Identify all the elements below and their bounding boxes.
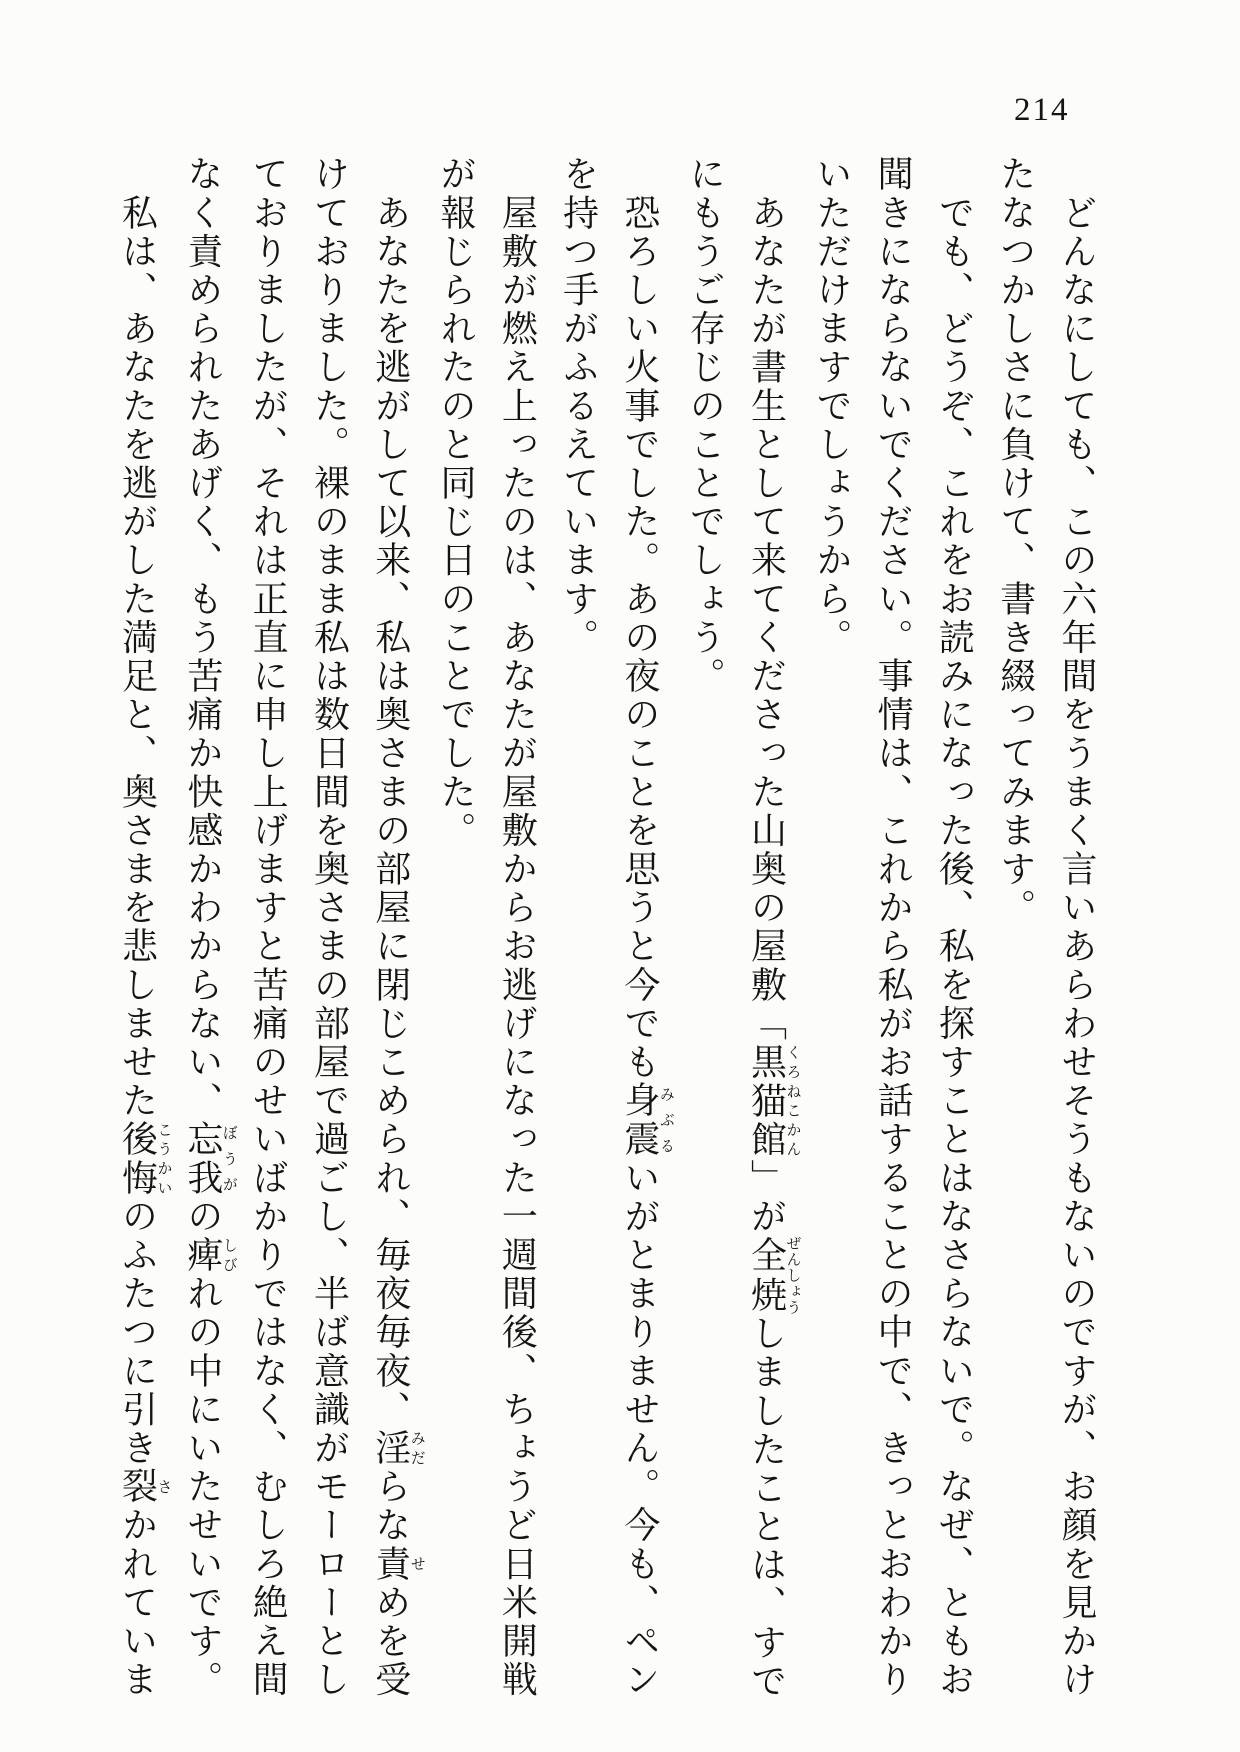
furigana: こうかい [155, 1120, 172, 1198]
furigana: ぜんしょう [784, 1235, 801, 1316]
text-line: でも、どうぞ、これをお読みになった後、私を探すことはなさらないで。なぜ、ともお [934, 193, 975, 1700]
text-line: たなつかしさに負けて、書き綴ってみます。 [995, 155, 1036, 927]
page-number: 214 [1014, 92, 1070, 128]
ruby-annotated-word: 痺しび [182, 1235, 237, 1275]
vertical-text-block [106, 155, 1107, 1715]
ruby-annotated-word: 淫みだ [370, 1428, 425, 1468]
furigana: くろねこかん [784, 1042, 801, 1159]
text-line: どんなにしても、この六年間をうまく言いあらわせそうもないのですが、お顔を見かけ [1057, 193, 1097, 1700]
furigana: しび [220, 1235, 237, 1275]
text-line: 私は、あなたを逃がした満足と、奥さまを悲しませた後悔こうかいのふたつに引き裂さかれていま [117, 193, 172, 1700]
ruby-annotated-word: 全焼ぜんしょう [746, 1235, 801, 1316]
ruby-annotated-word: 裂さ [117, 1467, 172, 1507]
text-line: 聞きにならないでください。事情は、これから私がお話することの中で、きっとおわかり [873, 155, 914, 1699]
text-line: が報じられたのと同じ日のことでした。 [436, 155, 477, 850]
text-line: いただけますでしょうから。 [811, 155, 852, 657]
text-line: 屋敷が燃え上ったのは、あなたが屋敷からお逃げになった一週間後、ちょうど日米開戦 [497, 193, 538, 1700]
text-line: を持つ手がふるえています。 [558, 155, 599, 657]
ruby-annotated-word: 責せ [370, 1544, 425, 1584]
ruby-annotated-word: 身震みぶる [619, 1081, 674, 1159]
text-line: なく責められたあげく、もう苦痛か快感かわからない、忘我ぼうがの痺しびれの中にいたせいです。 [182, 155, 237, 1700]
ruby-annotated-word: 後悔こうかい [117, 1120, 172, 1198]
furigana: ぼうが [220, 1120, 237, 1198]
text-line: ておりましたが、それは正直に申し上げますと苦痛のせいばかりではなく、むしろ絶え間 [248, 155, 289, 1699]
furigana: さ [155, 1467, 172, 1507]
text-line: にもうご存じのことでしょう。 [685, 155, 726, 696]
text-line: あなたを逃がして以来、私は奥さまの部屋に閉じこめられ、毎夜毎夜、淫みだらな責せめを受 [370, 193, 425, 1700]
furigana: みぶる [657, 1081, 674, 1159]
text-line: 恐ろしい火事でした。あの夜のことを思うと今でも身震みぶるいがとまりません。今も、ペン [619, 193, 674, 1700]
furigana: みだ [408, 1428, 425, 1468]
text-line: けておりました。裸のまま私は数日間を奥さまの部屋で過ごし、半ば意識がモーローとし [309, 155, 350, 1699]
ruby-annotated-word: 黒猫館くろねこかん [746, 1042, 801, 1159]
ruby-annotated-word: 忘我ぼうが [182, 1120, 237, 1198]
text-line: あなたが書生として来てくださった山奥の屋敷「黒猫館くろねこかん」が全焼ぜんしょうしましたことは、すで [746, 193, 801, 1701]
furigana: せ [408, 1544, 425, 1584]
